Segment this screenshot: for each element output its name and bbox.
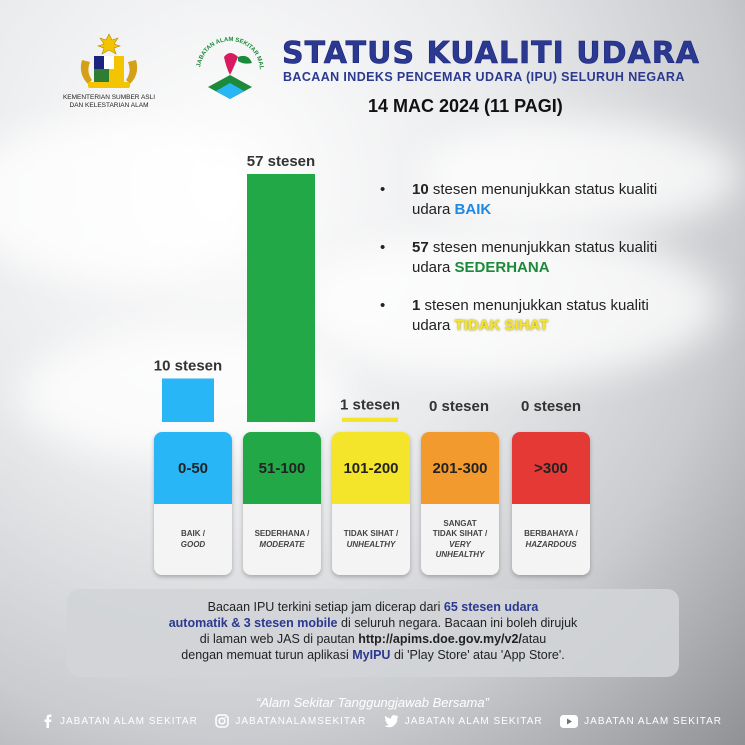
status-summary-list (380, 180, 680, 354)
category-range: 51-100 (243, 432, 321, 504)
category-name-line: MODERATE (259, 539, 305, 549)
app-name: MyIPU (352, 648, 391, 662)
jas-arc-text: JABATAN ALAM SEKITAR MAL (196, 36, 265, 70)
info-text: Bacaan IPU terkini setiap jam dicerap dari (207, 600, 441, 614)
category-name-line: HAZARDOUS (525, 539, 577, 549)
category-name-line: UNHEALTHY (346, 539, 396, 549)
category-range: 201-300 (421, 432, 499, 504)
summary-item-baik (380, 180, 680, 220)
category-name-line: TIDAK SIHAT / (432, 529, 488, 539)
summary-text: stesen menunjukkan status kualiti udara (412, 181, 658, 218)
instagram-handle: JABATANALAMSEKITAR (235, 715, 367, 727)
summary-count: 10 (412, 181, 429, 198)
facebook-link[interactable] (42, 714, 198, 728)
summary-item-tidak-sihat (380, 296, 680, 336)
social-links (42, 714, 722, 728)
category-name-line: UNHEALTHY (435, 549, 485, 559)
category-name (512, 504, 590, 575)
bar-value-label-sangat-tidak-sihat: 0 stesen (428, 398, 490, 415)
category-card-baik (154, 432, 232, 575)
summary-text: stesen menunjukkan status kualiti udara (412, 297, 649, 334)
info-highlight-mobile: automatik & 3 stesen mobile (168, 616, 338, 630)
twitter-link[interactable] (384, 714, 543, 728)
category-name (421, 504, 499, 575)
instagram-icon (215, 714, 229, 728)
instagram-link[interactable] (215, 714, 366, 728)
summary-text: stesen menunjukkan status kualiti udara (412, 239, 658, 276)
summary-status-sederhana: SEDERHANA (454, 259, 550, 276)
ministry-name: KEMENTERIAN SUMBER ASLI DAN KELESTARIAN ALAM (62, 94, 156, 109)
bar-baik (162, 378, 214, 422)
info-panel (67, 589, 679, 677)
twitter-handle: JABATAN ALAM SEKITAR (404, 715, 543, 727)
category-card-sederhana (243, 432, 321, 575)
info-text: atau (521, 632, 547, 646)
category-name (243, 504, 321, 575)
info-text: di laman web JAS di pautan (199, 632, 355, 646)
summary-count: 1 (412, 297, 421, 314)
category-name-line: SEDERHANA / (254, 529, 310, 539)
bar-value-label-baik: 10 stesen (153, 357, 223, 375)
summary-count: 57 (412, 239, 429, 256)
category-name-line: SANGAT (443, 518, 477, 528)
youtube-icon (560, 715, 578, 728)
facebook-icon (42, 714, 54, 728)
page-subtitle: BACAAN INDEKS PENCEMAR UDARA (IPU) SELURUH NEGARA (283, 70, 685, 84)
category-name-line: GOOD (180, 539, 206, 549)
info-text: dengan memuat turun aplikasi (181, 648, 349, 662)
summary-status-tidak-sihat: TIDAK SIHAT (454, 317, 549, 334)
category-card-sangat-tidak-sihat (421, 432, 499, 575)
category-card-berbahaya (512, 432, 590, 575)
bar-value-label-tidak-sihat: 1 stesen (339, 396, 401, 414)
info-text: di seluruh negara. Bacaan ini boleh dirujuk (341, 616, 578, 630)
facebook-handle: JABATAN ALAM SEKITAR (60, 715, 198, 727)
category-card-tidak-sihat (332, 432, 410, 575)
youtube-handle: JABATAN ALAM SEKITAR (584, 715, 722, 727)
category-range: 101-200 (332, 432, 410, 504)
category-name-line: TIDAK SIHAT / (343, 529, 399, 539)
info-text: di 'Play Store' atau 'App Store'. (393, 648, 565, 662)
category-range: 0-50 (154, 432, 232, 504)
page-title: STATUS KUALITI UDARA (282, 36, 701, 71)
bar-tidak-sihat (342, 418, 398, 422)
report-date: 14 MAC 2024 (11 PAGI) (368, 96, 563, 116)
info-highlight-stations: 65 stesen udara (443, 600, 539, 614)
category-name-line: BERBAHAYA / (524, 529, 578, 539)
category-name-line: VERY (449, 539, 471, 549)
category-range: >300 (512, 432, 590, 504)
bar-sederhana (247, 174, 315, 422)
category-name-line: BAIK / (181, 529, 205, 539)
youtube-link[interactable] (560, 714, 722, 728)
summary-status-baik: BAIK (454, 201, 492, 218)
apims-link[interactable]: http://apims.doe.gov.my/v2/ (358, 632, 522, 646)
category-name (154, 504, 232, 575)
twitter-icon (384, 715, 399, 728)
bar-value-label-sederhana: 57 stesen (246, 153, 316, 170)
category-name (332, 504, 410, 575)
slogan: “Alam Sekitar Tanggungjawab Bersama” (256, 695, 489, 710)
summary-item-sederhana (380, 238, 680, 278)
bar-value-label-berbahaya: 0 stesen (520, 398, 582, 415)
